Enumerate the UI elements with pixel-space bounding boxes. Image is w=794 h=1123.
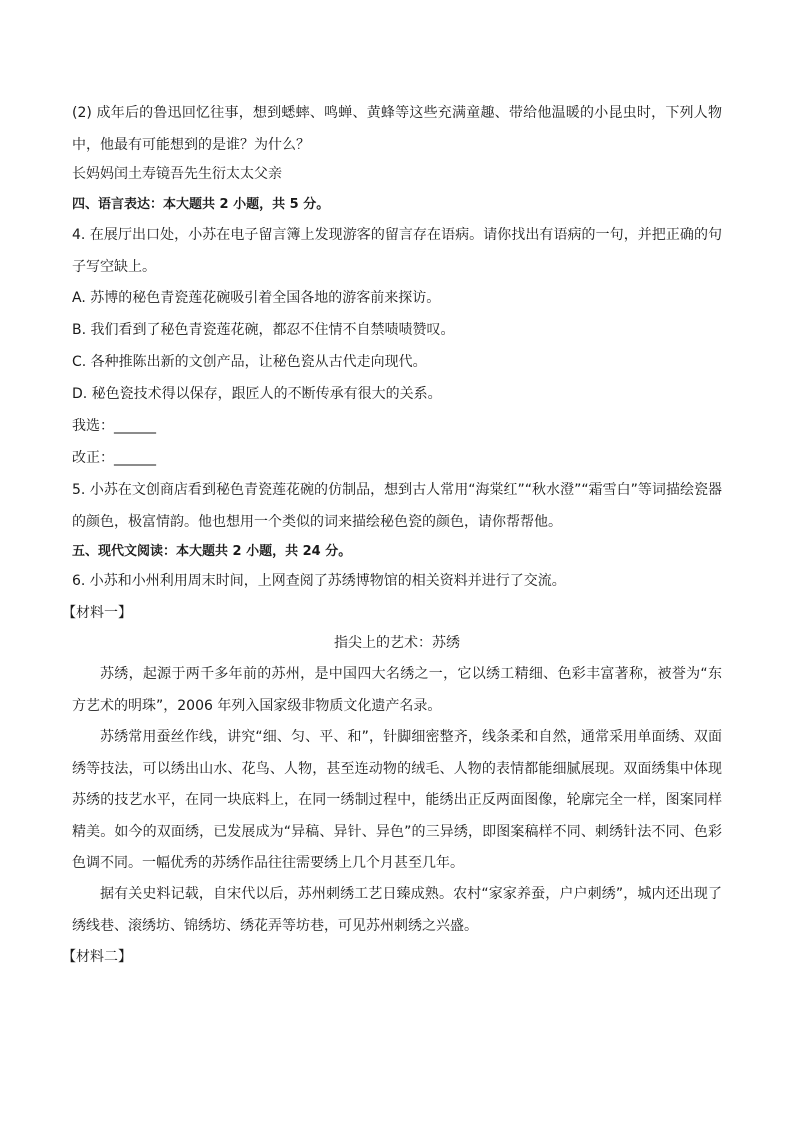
- correction-line: [72, 448, 722, 468]
- question-4-stem: 4. 在展厅出口处，小苏在电子留言簿上发现游客的留言存在语病。请你找出有语病的一句，并把正确的句子写空缺上。: [72, 227, 722, 275]
- question-6: [72, 571, 722, 591]
- material-1-paragraph-2-text: 苏绣常用蚕丝作线，讲究“细、匀、平、和”，针脚细密整齐，线条柔和自然，通常采用单面绣、双面绣等技法，可以绣出山水、花鸟、人物，甚至连动物的绒毛、人物的表情都能细腻展现。双面绣集中体现苏绣的技艺水平，在同一块底料上，在同一绣制过程中，能绣出正反两面图像，轮廓完全一样，图案同样精美。如今的双面绣，已发展成为“异稿、异针、异色”的三异绣，即图案稿样不同、刺绣针法不同、色彩色调不同。一幅优秀的苏绣作品往往需要绣上几个月甚至几年。: [72, 729, 722, 871]
- option-b-text: B. 我们看到了秘色青瓷莲花碗，都忍不住情不自禁啧啧赞叹。: [72, 322, 455, 338]
- material-1-paragraph-1: [72, 659, 722, 722]
- option-a-text: A. 苏博的秘色青瓷莲花碗吸引着全国各地的游客前来探访。: [72, 290, 441, 306]
- option-d: [72, 384, 722, 404]
- option-a: [72, 288, 722, 308]
- material-1-label: [62, 603, 712, 623]
- correction-text: 改正：______: [72, 450, 156, 466]
- answer-choice-line: [72, 416, 722, 436]
- section-5-heading-text: 五、现代文阅读：本大题共 2 小题，共 24 分。: [72, 544, 352, 559]
- question-5-text: 5. 小苏在文创商店看到秘色青瓷莲花碗的仿制品，想到古人常用“海棠红”“秋水澄”“霜雪白”等词描绘瓷器的颜色，极富情韵。他也想用一个类似的词来描绘秘色瓷的颜色，请你帮帮他。: [72, 482, 722, 530]
- material-1-paragraph-1-text: 苏绣，起源于两千多年前的苏州，是中国四大名绣之一，它以绣工精细、色彩丰富著称，被誉为“东方艺术的明珠”，2006 年列入国家级非物质文化遗产名录。: [72, 666, 722, 714]
- answer-choice-text: 我选：______: [72, 418, 156, 434]
- material-1-paragraph-3: [72, 879, 722, 942]
- section-4-heading-text: 四、语言表达：本大题共 2 小题，共 5 分。: [72, 197, 330, 212]
- character-options: [72, 164, 722, 184]
- question-5: [72, 475, 722, 538]
- option-b: [72, 320, 722, 340]
- section-4-heading: [72, 195, 722, 215]
- material-1-paragraph-2: [72, 722, 722, 880]
- material-1-paragraph-3-text: 据有关史料记载，自宋代以后，苏州刺绣工艺日臻成熟。农村“家家养蚕，户户刺绣”，城内还出现了绣线巷、滚绣坊、锦绣坊、绣花弄等坊巷，可见苏州刺绣之兴盛。: [72, 886, 722, 934]
- option-c: [72, 352, 722, 372]
- material-1-title: [72, 633, 722, 653]
- character-options-text: 长妈妈闰土寿镜吾先生衍太太父亲: [72, 166, 282, 182]
- material-1-label-text: 【材料一】: [62, 605, 132, 621]
- question-4: [72, 220, 722, 283]
- material-2-label: [62, 947, 712, 967]
- material-1-title-text: 指尖上的艺术：苏绣: [334, 635, 460, 651]
- section-5-heading: [72, 542, 722, 562]
- question-3-part-2-text: (2) 成年后的鲁迅回忆往事，想到蟋蟀、鸣蝉、黄蜂等这些充满童趣、带给他温暖的小昆虫时，下列人物中，他最有可能想到的是谁？为什么？: [72, 105, 722, 153]
- material-2-label-text: 【材料二】: [62, 949, 132, 965]
- question-6-text: 6. 小苏和小州利用周末时间，上网查阅了苏绣博物馆的相关资料并进行了交流。: [72, 573, 566, 589]
- question-3-part-2: [72, 98, 722, 161]
- option-c-text: C. 各种推陈出新的文创产品，让秘色瓷从古代走向现代。: [72, 354, 427, 370]
- option-d-text: D. 秘色瓷技术得以保存，跟匠人的不断传承有很大的关系。: [72, 386, 442, 402]
